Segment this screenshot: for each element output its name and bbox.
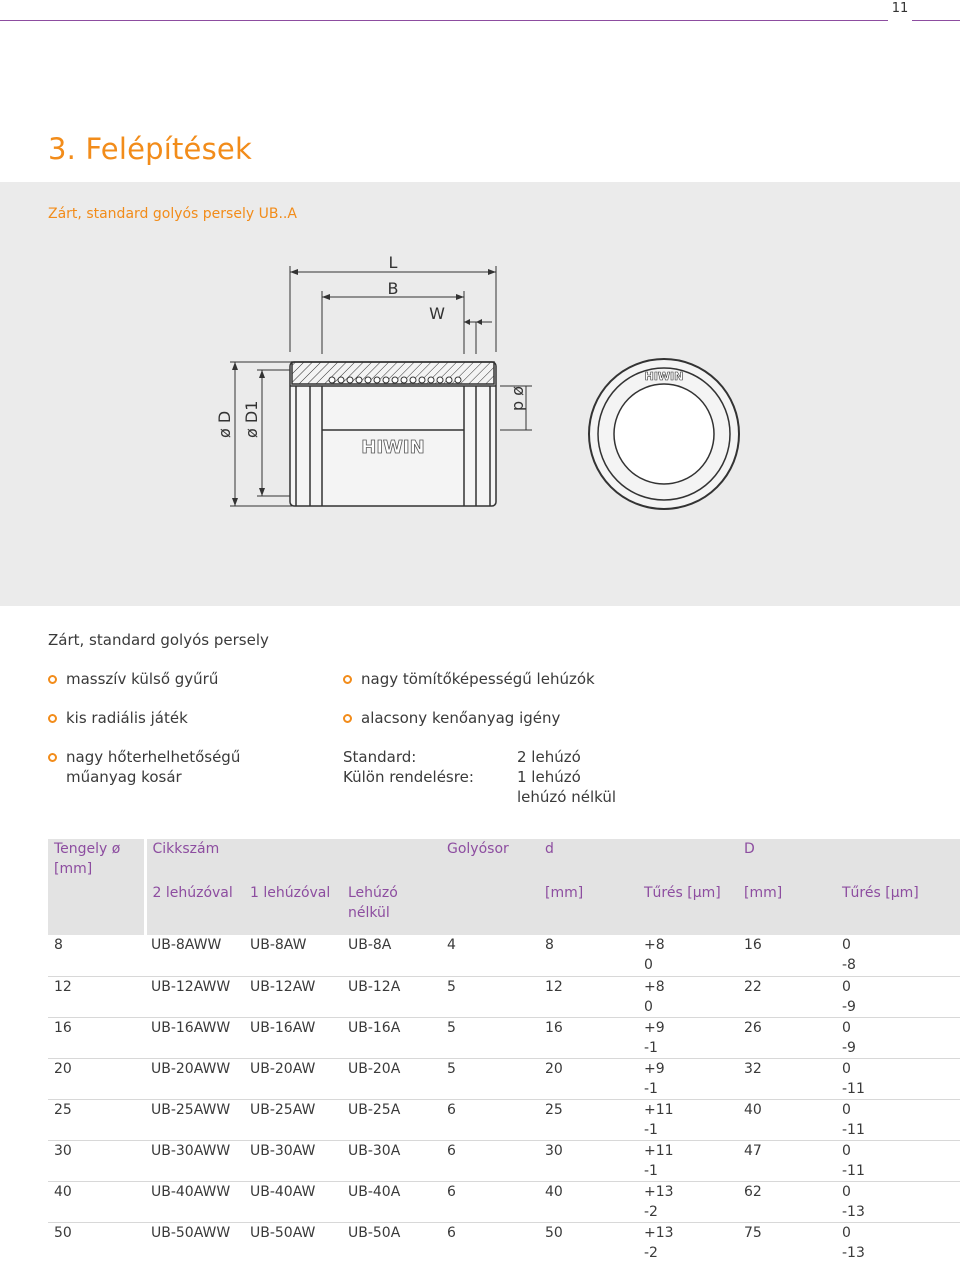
table-row <box>48 976 960 1017</box>
cell-D: 26 <box>738 1017 836 1058</box>
header-D-tol: Tűrés [µm] <box>836 883 960 935</box>
cell-d: 20 <box>539 1058 638 1099</box>
cell-balls: 6 <box>441 1099 539 1140</box>
option-standard-value: 2 lehúzó <box>517 748 581 766</box>
feature-item: nagy tömítőképességű lehúzók <box>343 669 595 689</box>
header-one-wiper: 1 lehúzóval <box>244 883 342 935</box>
cell-d-tol: +13 -2 <box>644 1224 674 1261</box>
table-row <box>48 1181 960 1222</box>
page-title: 3. Felépítések <box>48 132 252 166</box>
cell-d: 25 <box>539 1099 638 1140</box>
table-row <box>48 1058 960 1099</box>
header-two-wipers: 2 lehúzóval <box>145 883 244 935</box>
cell-part-a: UB-30A <box>342 1140 441 1181</box>
cell-part-aww: UB-40AWW <box>145 1181 244 1222</box>
cell-D: 16 <box>738 935 836 976</box>
cell-d: 50 <box>545 1224 563 1241</box>
cell-D-tol: 0 -13 <box>836 1181 960 1222</box>
cell-D-tol: 0 -13 <box>842 1224 865 1261</box>
cell-part-aww: UB-30AWW <box>145 1140 244 1181</box>
cell-part-aww: UB-50AWW <box>151 1224 231 1241</box>
cell-part-aw: UB-50AW <box>250 1224 316 1241</box>
cell-part-a: UB-40A <box>342 1181 441 1222</box>
section-title: Zárt, standard golyós persely <box>48 631 269 649</box>
brand-logo-end: HIWIN <box>644 370 684 383</box>
table-row <box>48 935 960 976</box>
cell-d-tol: +8 0 <box>638 976 738 1017</box>
bushing-side-view <box>290 362 496 506</box>
cell-d: 16 <box>539 1017 638 1058</box>
cell-part-aw: UB-8AW <box>244 935 342 976</box>
page-number: 11 <box>888 0 912 21</box>
option-standard-label: Standard: <box>343 748 417 766</box>
header-d-mm: [mm] <box>539 883 638 935</box>
cell-part-aww: UB-20AWW <box>145 1058 244 1099</box>
cell-part-aww: UB-16AWW <box>145 1017 244 1058</box>
cell-d-tol: +9 -1 <box>638 1017 738 1058</box>
cell-part-aw: UB-16AW <box>244 1017 342 1058</box>
cell-D-tol: 0 -11 <box>836 1140 960 1181</box>
cell-shaft: 16 <box>48 1017 145 1058</box>
header-d-tol: Tűrés [µm] <box>638 883 738 935</box>
dim-label-L: L <box>388 253 398 272</box>
ball-row <box>329 377 461 383</box>
cell-D: 47 <box>738 1140 836 1181</box>
header-d: d <box>539 839 738 883</box>
cell-shaft: 20 <box>48 1058 145 1099</box>
header-rows-of-balls: Golyósor <box>441 839 539 935</box>
bullet-icon <box>343 675 352 684</box>
cell-part-a: UB-12A <box>342 976 441 1017</box>
cell-d: 8 <box>539 935 638 976</box>
bullet-icon <box>48 753 57 762</box>
cell-D-tol: 0 -9 <box>836 976 960 1017</box>
cell-part-aww: UB-8AWW <box>145 935 244 976</box>
bullet-icon <box>48 675 57 684</box>
feature-item: alacsony kenőanyag igény <box>343 708 560 728</box>
header-no-wiper: Lehúzó nélkül <box>342 883 441 935</box>
bullet-icon <box>343 714 352 723</box>
cell-part-a: UB-20A <box>342 1058 441 1099</box>
cell-part-aw: UB-12AW <box>244 976 342 1017</box>
cell-balls: 5 <box>441 976 539 1017</box>
dim-label-D: ø D <box>215 410 234 438</box>
bullet-icon <box>48 714 57 723</box>
cell-d-tol: +11 -1 <box>638 1140 738 1181</box>
header-part-no: Cikkszám <box>145 839 441 883</box>
cell-d-tol: +13 -2 <box>638 1181 738 1222</box>
cell-D: 62 <box>738 1181 836 1222</box>
feature-item: nagy hőterhelhetőségű műanyag kosár <box>48 747 240 787</box>
top-rule <box>0 20 960 21</box>
dim-label-W: W <box>429 304 445 323</box>
cell-part-aww: UB-12AWW <box>145 976 244 1017</box>
cell-balls: 6 <box>447 1224 456 1241</box>
cell-D-tol: 0 -11 <box>836 1058 960 1099</box>
cell-balls: 6 <box>441 1181 539 1222</box>
cell-part-a: UB-16A <box>342 1017 441 1058</box>
cell-shaft: 12 <box>48 976 145 1017</box>
bushing-drawing <box>0 182 960 606</box>
cell-part-aw: UB-40AW <box>244 1181 342 1222</box>
dim-label-B: B <box>387 279 399 298</box>
cell-balls: 6 <box>441 1140 539 1181</box>
figure-caption: Zárt, standard golyós persely UB..A <box>48 206 297 222</box>
cell-D-tol: 0 -11 <box>836 1099 960 1140</box>
cell-shaft: 30 <box>48 1140 145 1181</box>
cell-balls: 4 <box>441 935 539 976</box>
cell-part-aw: UB-25AW <box>244 1099 342 1140</box>
cell-d-tol: +11 -1 <box>638 1099 738 1140</box>
table-row <box>48 1017 960 1058</box>
cell-D-tol: 0 -8 <box>836 935 960 976</box>
figure-panel <box>0 182 960 606</box>
cell-shaft: 40 <box>48 1181 145 1222</box>
cell-part-aww: UB-25AWW <box>145 1099 244 1140</box>
cell-D: 32 <box>738 1058 836 1099</box>
cell-D: 75 <box>744 1224 762 1241</box>
cell-d: 30 <box>539 1140 638 1181</box>
option-separate-value-2: lehúzó nélkül <box>517 788 617 806</box>
table-row <box>48 1099 960 1140</box>
cell-d: 40 <box>539 1181 638 1222</box>
cell-part-a: UB-25A <box>342 1099 441 1140</box>
header-D-mm: [mm] <box>738 883 836 935</box>
cell-part-aw: UB-30AW <box>244 1140 342 1181</box>
cell-d-tol: +8 0 <box>638 935 738 976</box>
cell-D: 40 <box>738 1099 836 1140</box>
feature-item: masszív külső gyűrű <box>48 669 218 689</box>
dim-label-d: ø d <box>510 386 529 412</box>
table-row <box>48 1140 960 1181</box>
cell-shaft: 25 <box>48 1099 145 1140</box>
cell-D: 22 <box>738 976 836 1017</box>
option-separate-value-1: 1 lehúzó <box>517 768 581 786</box>
cell-balls: 5 <box>441 1017 539 1058</box>
brand-logo-side: HIWIN <box>361 437 425 458</box>
table-row <box>48 1222 960 1263</box>
cell-D-tol: 0 -9 <box>836 1017 960 1058</box>
table-header-row <box>48 839 960 883</box>
cell-part-a: UB-8A <box>342 935 441 976</box>
cell-d-tol: +9 -1 <box>638 1058 738 1099</box>
feature-item: kis radiális játék <box>48 708 188 728</box>
cell-d: 12 <box>539 976 638 1017</box>
dim-label-D1: ø D1 <box>242 400 261 438</box>
cell-balls: 5 <box>441 1058 539 1099</box>
cell-part-aw: UB-20AW <box>244 1058 342 1099</box>
cell-shaft: 50 <box>54 1224 72 1241</box>
option-separate-label: Külön rendelésre: <box>343 768 474 786</box>
header-shaft: Tengely ø [mm] <box>48 839 145 935</box>
cell-part-a: UB-50A <box>348 1224 401 1241</box>
spec-table <box>48 839 960 1263</box>
header-D: D <box>738 839 960 883</box>
cell-shaft: 8 <box>48 935 145 976</box>
